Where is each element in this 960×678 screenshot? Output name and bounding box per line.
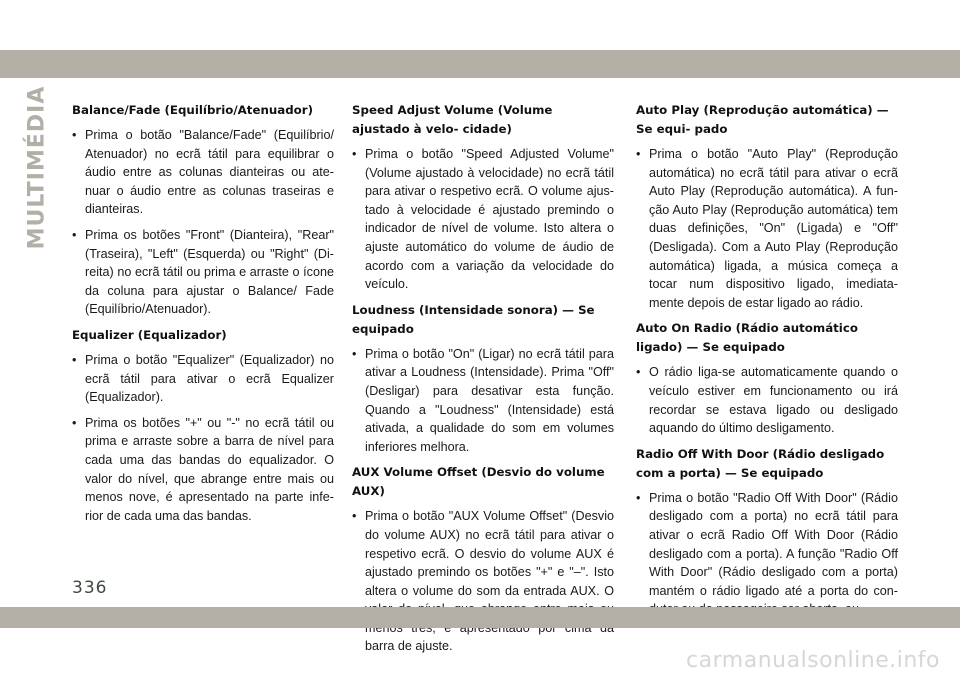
header-band (0, 50, 960, 78)
page-number: 336 (72, 578, 108, 598)
bullet-paragraph: • Prima o botão "On" (Ligar) no ecrã tátil para ativar a Loudness (Intensidade). Prima "Off" (Desligar) para desativar esta função. Quando a "Loudness" (Intensidade) está ativada, a qualidade do som em volumes inferiores melhora. (352, 345, 614, 457)
bullet-paragraph: • Prima o botão "Radio Off With Door" (Rádio desligado com a porta) no ecrã tátil para ativar o ecrã Radio Off With Door (Rádio desligado com a porta). A função "Radio Off With Door" (Rádio desligado com a porta) mantém o rádio ligado até a porta do con- (636, 489, 898, 619)
section-heading: Balance/Fade (Equilíbrio/Atenuador) (72, 103, 313, 117)
bullet-paragraph: • Prima o botão "AUX Volume Offset" (Desvio do volume AUX) no ecrã tátil para ativar o respetivo ecrã. O desvio do volume AUX é ajustado premindo os botões "+" e "–". Isto altera o volume do som da entrada AUX. O barra de ajuste. (352, 507, 614, 656)
bullet-paragraph: • Prima os botões "+" ou "-" no ecrã tátil ou prima e arraste sobre a barra de nível para cada uma das bandas do equalizador. O valor do nível, que abrange entre mais ou menos nove, é apresentado na parte infe- rior de cada uma das bandas. (72, 414, 334, 526)
text-column-1 (72, 101, 334, 532)
bullet-paragraph: • O rádio liga-se automaticamente quando o veículo estiver em funcionamento ou irá recordar se estava ligado ou desligado aquando do último desligamento. (636, 363, 898, 437)
section-label: MULTIMÉDIA (24, 85, 50, 249)
bullet-paragraph: • Prima o botão "Balance/Fade" (Equilíbrio/ Atenuador) no ecrã tátil para equilibrar o áudio entre as colunas dianteiras ou ate- nuar o áudio entre as colunas traseiras e dianteiras. (72, 126, 334, 219)
footer-band (0, 607, 960, 628)
text-column-3 (636, 101, 898, 626)
section-heading: Auto On Radio (Rádio automático ligado) — Se equipado (636, 321, 858, 355)
bullet-paragraph: • Prima os botões "Front" (Dianteira), "Rear" (Traseira), "Left" (Esquerda) ou "Right" (Di- reita) no ecrã tátil ou prima e arraste o ícone da coluna para ajustar o Balance/ Fade (Equilíbrio/Atenuador). (72, 226, 334, 319)
bullet-paragraph: • Prima o botão "Equalizer" (Equalizador) no ecrã tátil para ativar o ecrã Equalizer (Equalizador). (72, 351, 334, 407)
bullet-paragraph: • Prima o botão "Speed Adjusted Volume" (Volume ajustado à velocidade) no ecrã tátil para ativar o respetivo ecrã. O volume ajus- tado à velocidade é ajustado premindo o indicador de nível de volume. Isto altera o ajuste automático do volume de áudio de acordo com a variação da velocidade do veículo. (352, 145, 614, 294)
section-heading: AUX Volume Offset (Desvio do volume AUX) (352, 465, 605, 499)
section-side-tab (22, 85, 52, 249)
watermark-text: carmanualsonline.info (686, 648, 940, 673)
bullet-paragraph: • Prima o botão "Auto Play" (Reprodução automática) no ecrã tátil para ativar o ecrã Auto Play (Reprodução automática). A fun- ção Auto Play (Reprodução automática) tem duas definições, "On" (Ligada) e "Off" (Desligada). Com a Auto Play (Reprodução automática) ligada, a música começa a tocar num dispositivo ligado, imediata- mente depois de estar ligado ao rádio. (636, 145, 898, 312)
section-heading: Speed Adjust Volume (Volume ajustado à velo- cidade) (352, 103, 553, 136)
section-heading: Loudness (Intensidade sonora) — Se equipado (352, 302, 595, 336)
text-column-2 (352, 101, 614, 663)
section-heading: Radio Off With Door (Rádio desligado com a porta) — Se equipado (636, 446, 885, 480)
section-heading: Auto Play (Reprodução automática) — Se equi- pado (636, 103, 889, 136)
section-heading: Equalizer (Equalizador) (72, 327, 227, 342)
